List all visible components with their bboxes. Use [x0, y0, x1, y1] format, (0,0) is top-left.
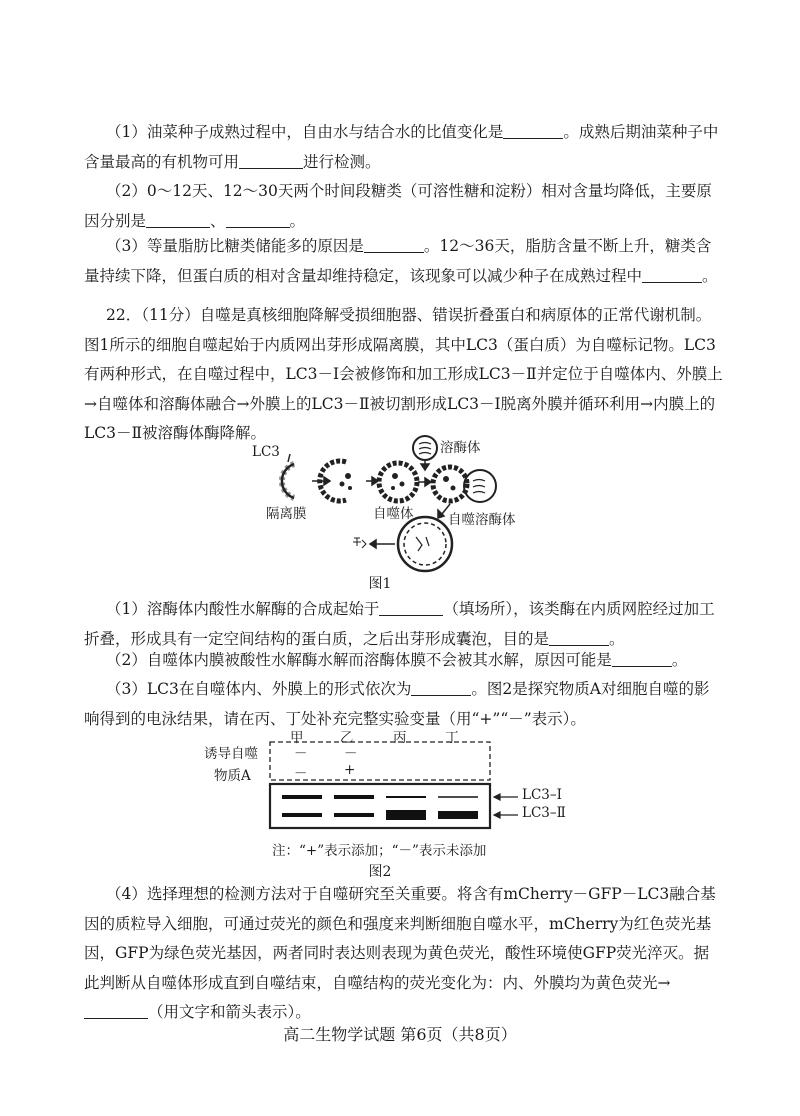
fig2-band-label-2: LC3–Ⅱ	[522, 805, 566, 821]
gel-band-lc3-1	[334, 795, 374, 799]
q21-part3: （3）等量脂肪比糖类储能多的原因是 。12～36天，脂肪含量不断上升，糖类含量持续下降，但蛋白质的相对含量却维持稳定，该现象可以减少种子在成熟过程中 。	[84, 237, 718, 285]
fig2-r2-yi: +	[344, 762, 356, 778]
fig1-label-lysosome: 溶酶体	[440, 440, 481, 456]
autolysosome-shape	[433, 467, 467, 501]
gel-band-lc3-2	[282, 813, 322, 817]
gel-band-lc3-1	[438, 796, 478, 798]
autophagosome-shape	[379, 463, 417, 501]
fig2-col-ding: 丁	[445, 730, 459, 746]
q21-part1: （1）油菜种子成熟过程中，自由水与结合水的比值变化是 。成熟后期油菜种子中含量最高的有机物可用 进行检测。	[84, 123, 719, 171]
fig2-caption: 图2	[368, 864, 392, 880]
fig2-row2-label: 物质A	[214, 768, 251, 784]
q22-part1: （1）溶酶体内酸性水解酶的合成起始于 （填场所），该类酶在内质网腔经过加工折叠，形成具有一定空间结构的蛋白质，之后出芽形成囊泡，目的是 。	[84, 600, 715, 648]
fig2-r2-jia: －	[294, 766, 308, 782]
fig2-col-jia: 甲	[290, 730, 304, 746]
gel-band-lc3-2	[386, 810, 426, 820]
fig1-label-autolysosome: 自噬溶酶体	[448, 512, 516, 528]
fig2-col-yi: 乙	[340, 730, 354, 746]
fig2-r1-yi: －	[344, 746, 358, 762]
gel-band-lc3-1	[282, 795, 322, 799]
q21-part2: （2）0～12天、12～30天两个时间段糖类（可溶性糖和淀粉）相对含量均降低，主要原因分别是 、 。	[84, 182, 712, 230]
gel-band-lc3-2	[438, 811, 478, 819]
gel-band-lc3-2	[334, 813, 374, 817]
q22-part4: （4）选择理想的检测方法对于自噬研究至关重要。将含有mCherry－GFP－LC3融合基因的质粒导入细胞，可通过荧光的颜色和强度来判断细胞自噬水平，mCherry为红色荧光基因，GFP为绿色荧光基因，两者同时表达则表现为黄色荧光，酸性环境使GFP荧光淬灭。据此判断从自噬体形成直到自噬结束，自噬结构的荧光变化为：内、外膜均为黄色荧光→（用文字和箭头表示）。	[84, 885, 716, 1021]
gel-band-lc3-1	[386, 796, 426, 798]
fig1-label-lc3: LC3	[252, 444, 280, 460]
fig2-row1-label: 诱导自噬	[204, 746, 258, 762]
q22-intro: 22．（11分）自噬是真核细胞降解受损细胞器、错误折叠蛋白和病原体的正常代谢机制。图1所示的细胞自噬起始于内质网出芽形成隔离膜，其中LC3（蛋白质）为自噬标记物。LC3有两种形式，在自噬过程中，LC3－Ⅰ会被修饰和加工形成LC3－Ⅱ并定位于自噬体内、外膜上→自噬体和溶酶体融合→外膜上的LC3－Ⅱ被切割形成LC3－Ⅰ脱离外膜并循环利用→内膜上的LC3－Ⅱ被溶酶体酶降解。	[84, 306, 723, 442]
q22-part2: （2）自噬体内膜被酸性水解酶水解而溶酶体膜不会被其水解，原因可能是 。	[106, 651, 688, 669]
fig2-band-label-1: LC3–Ⅰ	[522, 787, 562, 803]
fig1-label-autophagosome: 自噬体	[373, 506, 414, 522]
fig2-note: 注：“+”表示添加；“－”表示未添加	[272, 843, 487, 859]
fig2-r1-jia: －	[294, 746, 308, 762]
fig1-caption: 图1	[368, 576, 392, 592]
fig2-col-bing: 丙	[393, 730, 407, 746]
fig1-label-isolation-membrane: 隔离膜	[266, 506, 307, 522]
q22-part3: （3）LC3在自噬体内、外膜上的形式依次为 。图2是探究物质A对细胞自噬的影响得到的电泳结果，请在丙、丁处补充完整实验变量（用“+”“－”表示）。	[84, 680, 710, 728]
page-footer: 高二生物学试题 第6页（共8页）	[283, 1025, 517, 1044]
